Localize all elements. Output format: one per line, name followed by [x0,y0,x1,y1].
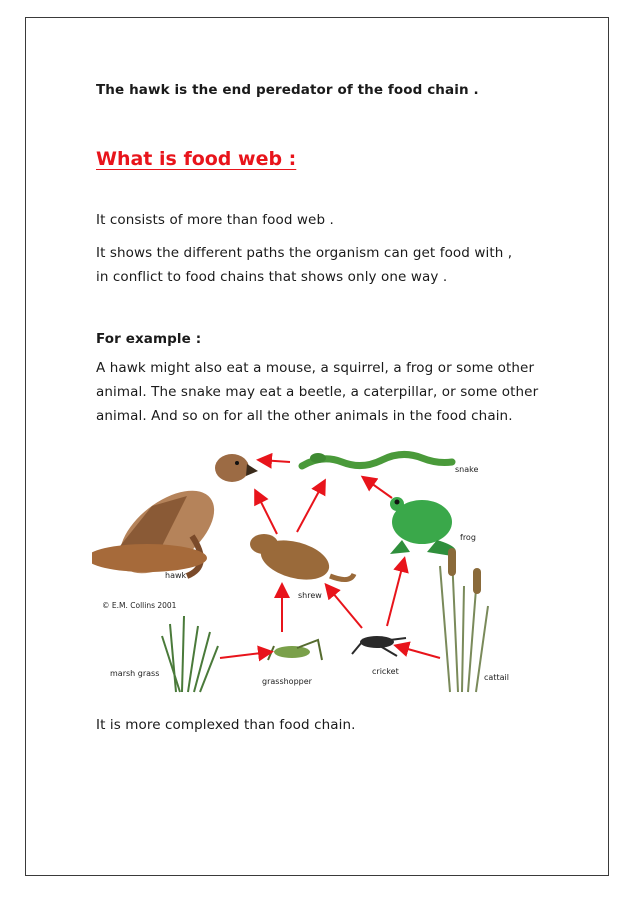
label-frog: frog [460,533,476,542]
closing-line: It is more complexed than food chain. [96,717,356,733]
arrow-frog-to-snake [364,478,392,498]
example-line-3: animal. And so on for all the other animals in the food chain. [96,408,513,424]
snake-drawing [302,453,452,466]
frog-drawing [390,497,456,556]
section-heading: What is food web : [96,148,297,170]
food-web-arrows [220,460,440,658]
arrow-cricket-to-frog [387,560,404,626]
example-label: For example : [96,331,202,347]
label-hawk: hawk [165,571,187,580]
paragraph-1: It consists of more than food web . [96,212,334,228]
arrow-shrew-to-hawk [256,492,277,534]
paragraph-2-line-1: It shows the different paths the organism can get food with , [96,245,513,261]
arrow-grass-to-grasshopper [220,652,270,658]
arrow-cricket-to-shrew [327,586,362,628]
label-cricket: cricket [372,667,399,676]
marsh-grass-drawing [162,616,218,692]
example-line-2: animal. The snake may eat a beetle, a caterpillar, or some other [96,384,539,400]
shrew-drawing [250,534,354,587]
food-web-illustration [92,436,512,698]
intro-line: The hawk is the end peredator of the food chain . [96,82,479,98]
arrow-cattail-to-cricket [397,646,440,658]
paragraph-2-line-2: in conflict to food chains that shows only one way . [96,269,448,285]
hawk-drawing [92,454,258,590]
arrow-snake-to-hawk [260,460,290,462]
label-cattail: cattail [484,673,509,682]
copyright-text: © E.M. Collins 2001 [102,601,177,610]
label-snake: snake [455,465,479,474]
label-grasshopper: grasshopper [262,677,312,686]
cattail-drawing [440,548,488,692]
label-shrew: shrew [298,591,322,600]
example-line-1: A hawk might also eat a mouse, a squirrel, a frog or some other [96,360,535,376]
grasshopper-drawing [268,640,322,660]
label-marsh-grass: marsh grass [110,669,160,678]
arrow-shrew-to-snake [297,482,324,532]
